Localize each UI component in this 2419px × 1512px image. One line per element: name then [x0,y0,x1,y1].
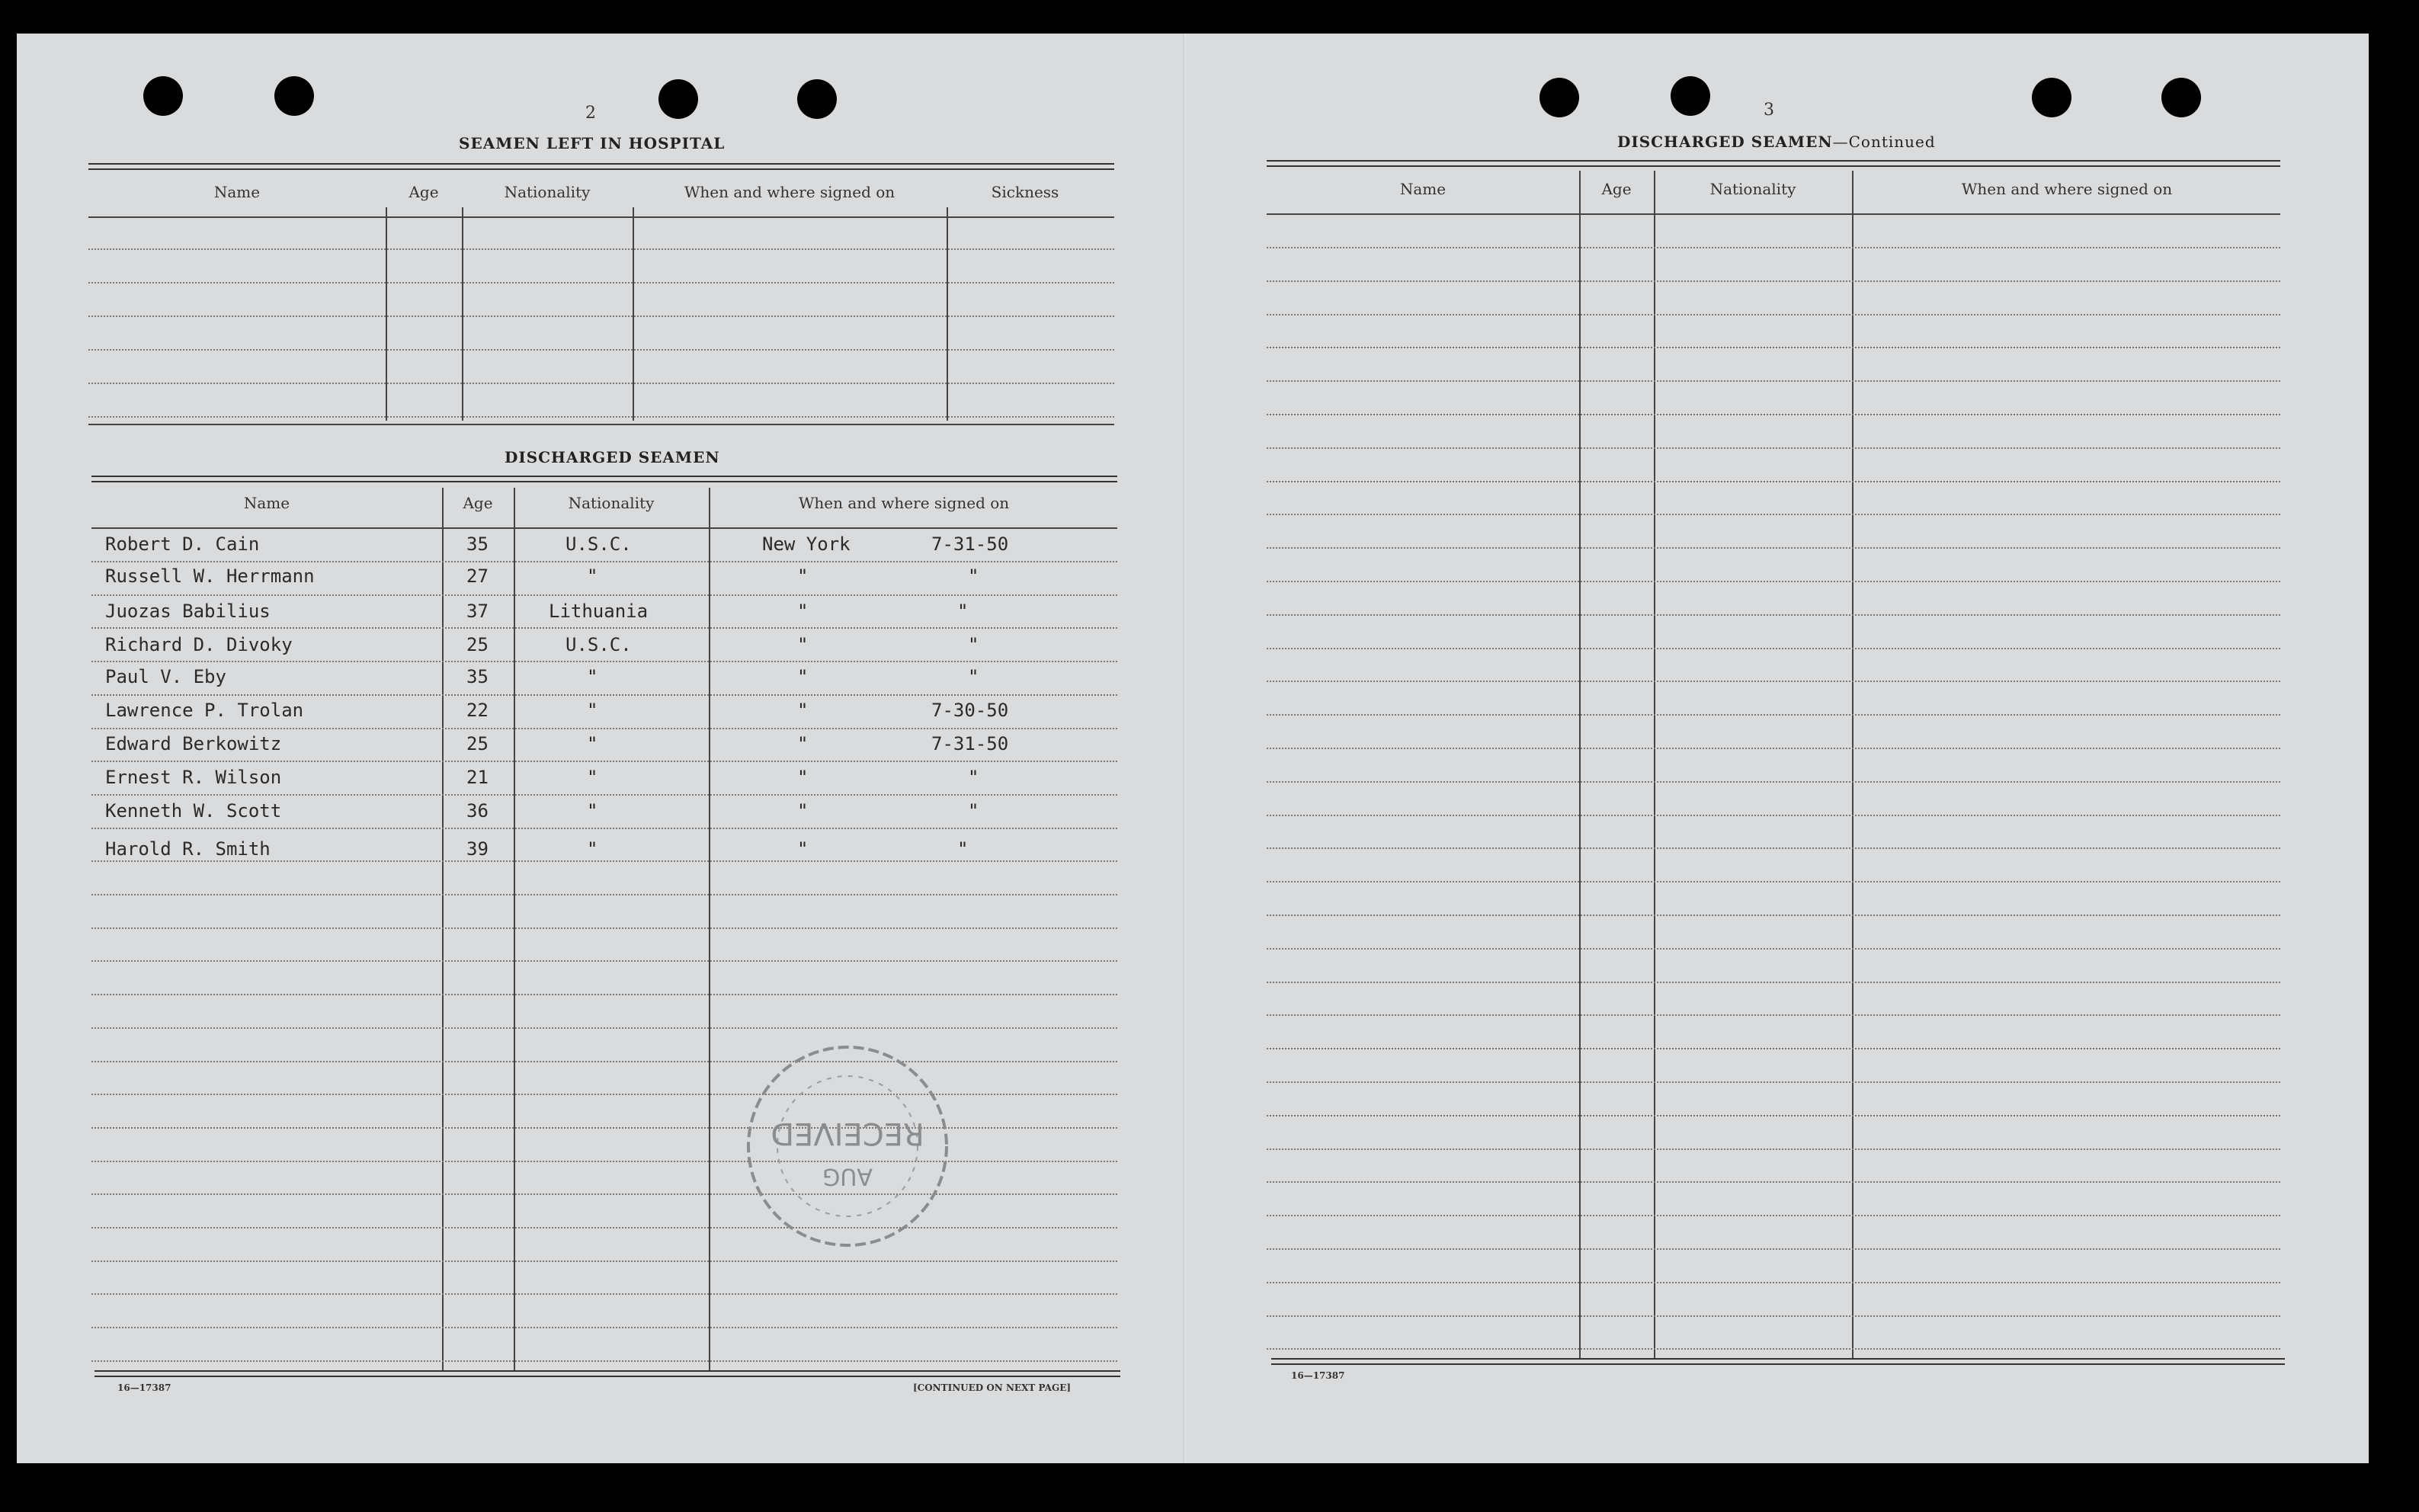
continued-row-line [1267,1315,2280,1317]
discharged-row-line [91,1161,1117,1162]
signed-on-place: " [797,666,809,687]
punch-hole [1540,78,1579,117]
continued-row-line [1267,614,2280,616]
seaman-nationality: U.S.C. [566,533,632,555]
hospital-header-sickness: Sickness [991,183,1059,201]
discharged-row-line [91,761,1117,762]
discharged-row-line [91,661,1117,662]
discharged-header-nationality: Nationality [568,494,655,512]
hospital-header-name: Name [213,183,261,201]
discharged-row-line [91,728,1117,729]
seaman-nationality: " [587,666,598,687]
stamp-received-text: RECEIVED [771,1116,924,1151]
continued-row-line [1267,347,2280,348]
hospital-top-rule [88,163,1114,170]
continued-row-line [1267,915,2280,916]
signed-on-date: 7-30-50 [931,700,1009,721]
discharged-header-when-and-where-signed-on: When and where signed on [798,494,1010,512]
punch-hole [143,76,183,116]
seaman-age: 37 [466,601,489,622]
signed-on-date: " [968,666,979,687]
continued-row-line [1267,1282,2280,1283]
continued-column-divider [1654,171,1655,1358]
signed-on-date: " [957,838,969,860]
seaman-nationality: Lithuania [549,601,649,622]
discharged-column-divider [514,488,515,1370]
discharged-row-line [91,894,1117,895]
seaman-name: Robert D. Cain [105,533,260,555]
continued-row-line [1267,1014,2280,1016]
hospital-column-divider [386,207,387,421]
discharged-row-line [91,1061,1117,1062]
discharged-header-rule [91,527,1117,529]
seaman-age: 39 [466,838,489,860]
continued-row-line [1267,1181,2280,1183]
hospital-bottom-rule [88,424,1114,425]
continued-column-divider [1852,171,1853,1358]
discharged-row-line [91,1360,1117,1362]
continued-header-name: Name [1399,180,1447,198]
discharged-row-line [91,927,1117,929]
punch-hole [797,79,837,119]
page-number: 2 [585,104,596,123]
signed-on-date: 7-31-50 [931,733,1009,754]
signed-on-place: " [797,634,809,655]
continued-row-line [1267,1348,2280,1350]
seaman-age: 25 [466,634,489,655]
seaman-nationality: " [587,838,598,860]
document-sheet [17,34,2369,1463]
continued-row-line [1267,481,2280,482]
punch-hole [1671,76,1710,116]
discharged-column-divider [709,488,710,1370]
seaman-age: 22 [466,700,489,721]
seaman-nationality: " [587,733,598,754]
seaman-age: 35 [466,666,489,687]
continued-row-line [1267,847,2280,849]
seaman-age: 21 [466,767,489,788]
hospital-column-divider [633,207,634,421]
discharged-row-line [91,994,1117,995]
discharged-column-divider [442,488,444,1370]
continued-row-line [1267,648,2280,649]
signed-on-place: " [797,700,809,721]
seaman-age: 25 [466,733,489,754]
continued-header-rule [1267,213,2280,215]
seaman-age: 35 [466,533,489,555]
continued-row-line [1267,1048,2280,1049]
continued-row-line [1267,247,2280,248]
discharged-row-line [91,561,1117,562]
punch-hole [274,76,314,116]
continued-header-when-and-where-signed-on: When and where signed on [1961,180,2173,198]
discharged-row-line [91,1127,1117,1129]
continued-row-line [1267,681,2280,682]
hospital-header-nationality: Nationality [504,183,591,201]
signed-on-place: New York [762,533,851,555]
continued-row-line [1267,280,2280,282]
continued-row-line [1267,1215,2280,1216]
continued-row-line [1267,581,2280,582]
signed-on-place: " [797,800,809,822]
signed-on-date: " [968,800,979,822]
continued-row-line [1267,314,2280,316]
signed-on-place: " [797,565,809,587]
hospital-row-line [88,349,1114,351]
hospital-column-divider [947,207,948,421]
continued-row-line [1267,380,2280,382]
continued-row-line [1267,948,2280,950]
continued-row-line [1267,748,2280,749]
discharged-row-line [91,1327,1117,1328]
seaman-age: 27 [466,565,489,587]
signed-on-date: " [957,601,969,622]
discharged-row-line [91,627,1117,629]
hospital-header-rule [88,216,1114,218]
seaman-nationality: U.S.C. [566,634,632,655]
continued-row-line [1267,1081,2280,1083]
signed-on-place: " [797,838,809,860]
hospital-header-when-and-where-signed-on: When and where signed on [684,183,896,201]
discharged-continued-title-suffix: —Continued [1832,133,1936,151]
continued-header-nationality: Nationality [1709,180,1796,198]
continued-row-line [1267,1248,2280,1250]
continued-note: [CONTINUED ON NEXT PAGE] [913,1382,1072,1393]
discharged-top-rule [91,476,1117,482]
hospital-row-line [88,316,1114,317]
form-number: 16—17387 [117,1382,171,1393]
continued-row-line [1267,881,2280,883]
seaman-age: 36 [466,800,489,822]
discharged-row-line [91,860,1117,862]
hospital-section-title: SEAMEN LEFT IN HOSPITAL [459,134,726,152]
discharged-row-line [91,960,1117,962]
discharged-row-line [91,1193,1117,1195]
continued-row-line [1267,815,2280,816]
punch-hole [2032,78,2071,117]
punch-hole [2161,78,2201,117]
continued-row-line [1267,1115,2280,1116]
discharged-row-line [91,1293,1117,1295]
seaman-name: Richard D. Divoky [105,634,293,655]
hospital-row-line [88,248,1114,250]
discharged-continued-title [1617,133,1936,151]
discharged-header-name: Name [243,494,290,512]
signed-on-place: " [797,767,809,788]
seaman-name: Ernest R. Wilson [105,767,282,788]
signed-on-date: " [968,767,979,788]
hospital-header-age: Age [409,183,439,201]
seaman-name: Russell W. Herrmann [105,565,315,587]
left-bottom-rule [95,1370,1120,1377]
continued-row-line [1267,447,2280,449]
seaman-name: Juozas Babilius [105,601,271,622]
seaman-nationality: " [587,565,598,587]
seaman-nationality: " [587,700,598,721]
page-number: 3 [1764,101,1774,120]
left-page [17,34,1183,1463]
continued-row-line [1267,781,2280,783]
continued-row-line [1267,547,2280,549]
discharged-row-line [91,1227,1117,1228]
continued-column-divider [1579,171,1581,1358]
seaman-name: Kenneth W. Scott [105,800,282,822]
hospital-column-divider [462,207,463,421]
continued-header-age: Age [1601,180,1632,198]
right-page [1183,34,2369,1463]
discharged-header-age: Age [463,494,493,512]
discharged-row-line [91,794,1117,796]
received-stamp [733,1032,962,1261]
signed-on-place: " [797,601,809,622]
discharged-section-title: DISCHARGED SEAMEN [505,448,720,466]
seaman-name: Paul V. Eby [105,666,226,687]
discharged-row-line [91,594,1117,596]
continued-row-line [1267,414,2280,415]
continued-row-line [1267,514,2280,515]
discharged-continued-title-main: DISCHARGED SEAMEN [1617,133,1833,151]
hospital-row-line [88,383,1114,384]
continued-row-line [1267,714,2280,716]
signed-on-date: " [968,634,979,655]
discharged-row-line [91,828,1117,829]
discharged-row-line [91,1261,1117,1262]
form-number: 16—17387 [1291,1370,1345,1381]
seaman-name: Lawrence P. Trolan [105,700,304,721]
signed-on-date: " [968,565,979,587]
continued-row-line [1267,1148,2280,1150]
discharged-row-line [91,1027,1117,1029]
right-bottom-rule [1271,1358,2285,1365]
signed-on-place: " [797,733,809,754]
discharged-row-line [91,1094,1117,1095]
seaman-nationality: " [587,800,598,822]
discharged-row-line [91,694,1117,696]
continued-row-line [1267,982,2280,983]
stamp-month-text: AUG [822,1163,873,1190]
seaman-nationality: " [587,767,598,788]
seaman-name: Edward Berkowitz [105,733,282,754]
hospital-row-line [88,282,1114,284]
right-top-rule [1267,160,2280,167]
hospital-row-line [88,416,1114,418]
seaman-name: Harold R. Smith [105,838,271,860]
signed-on-date: 7-31-50 [931,533,1009,555]
punch-hole [658,79,698,119]
